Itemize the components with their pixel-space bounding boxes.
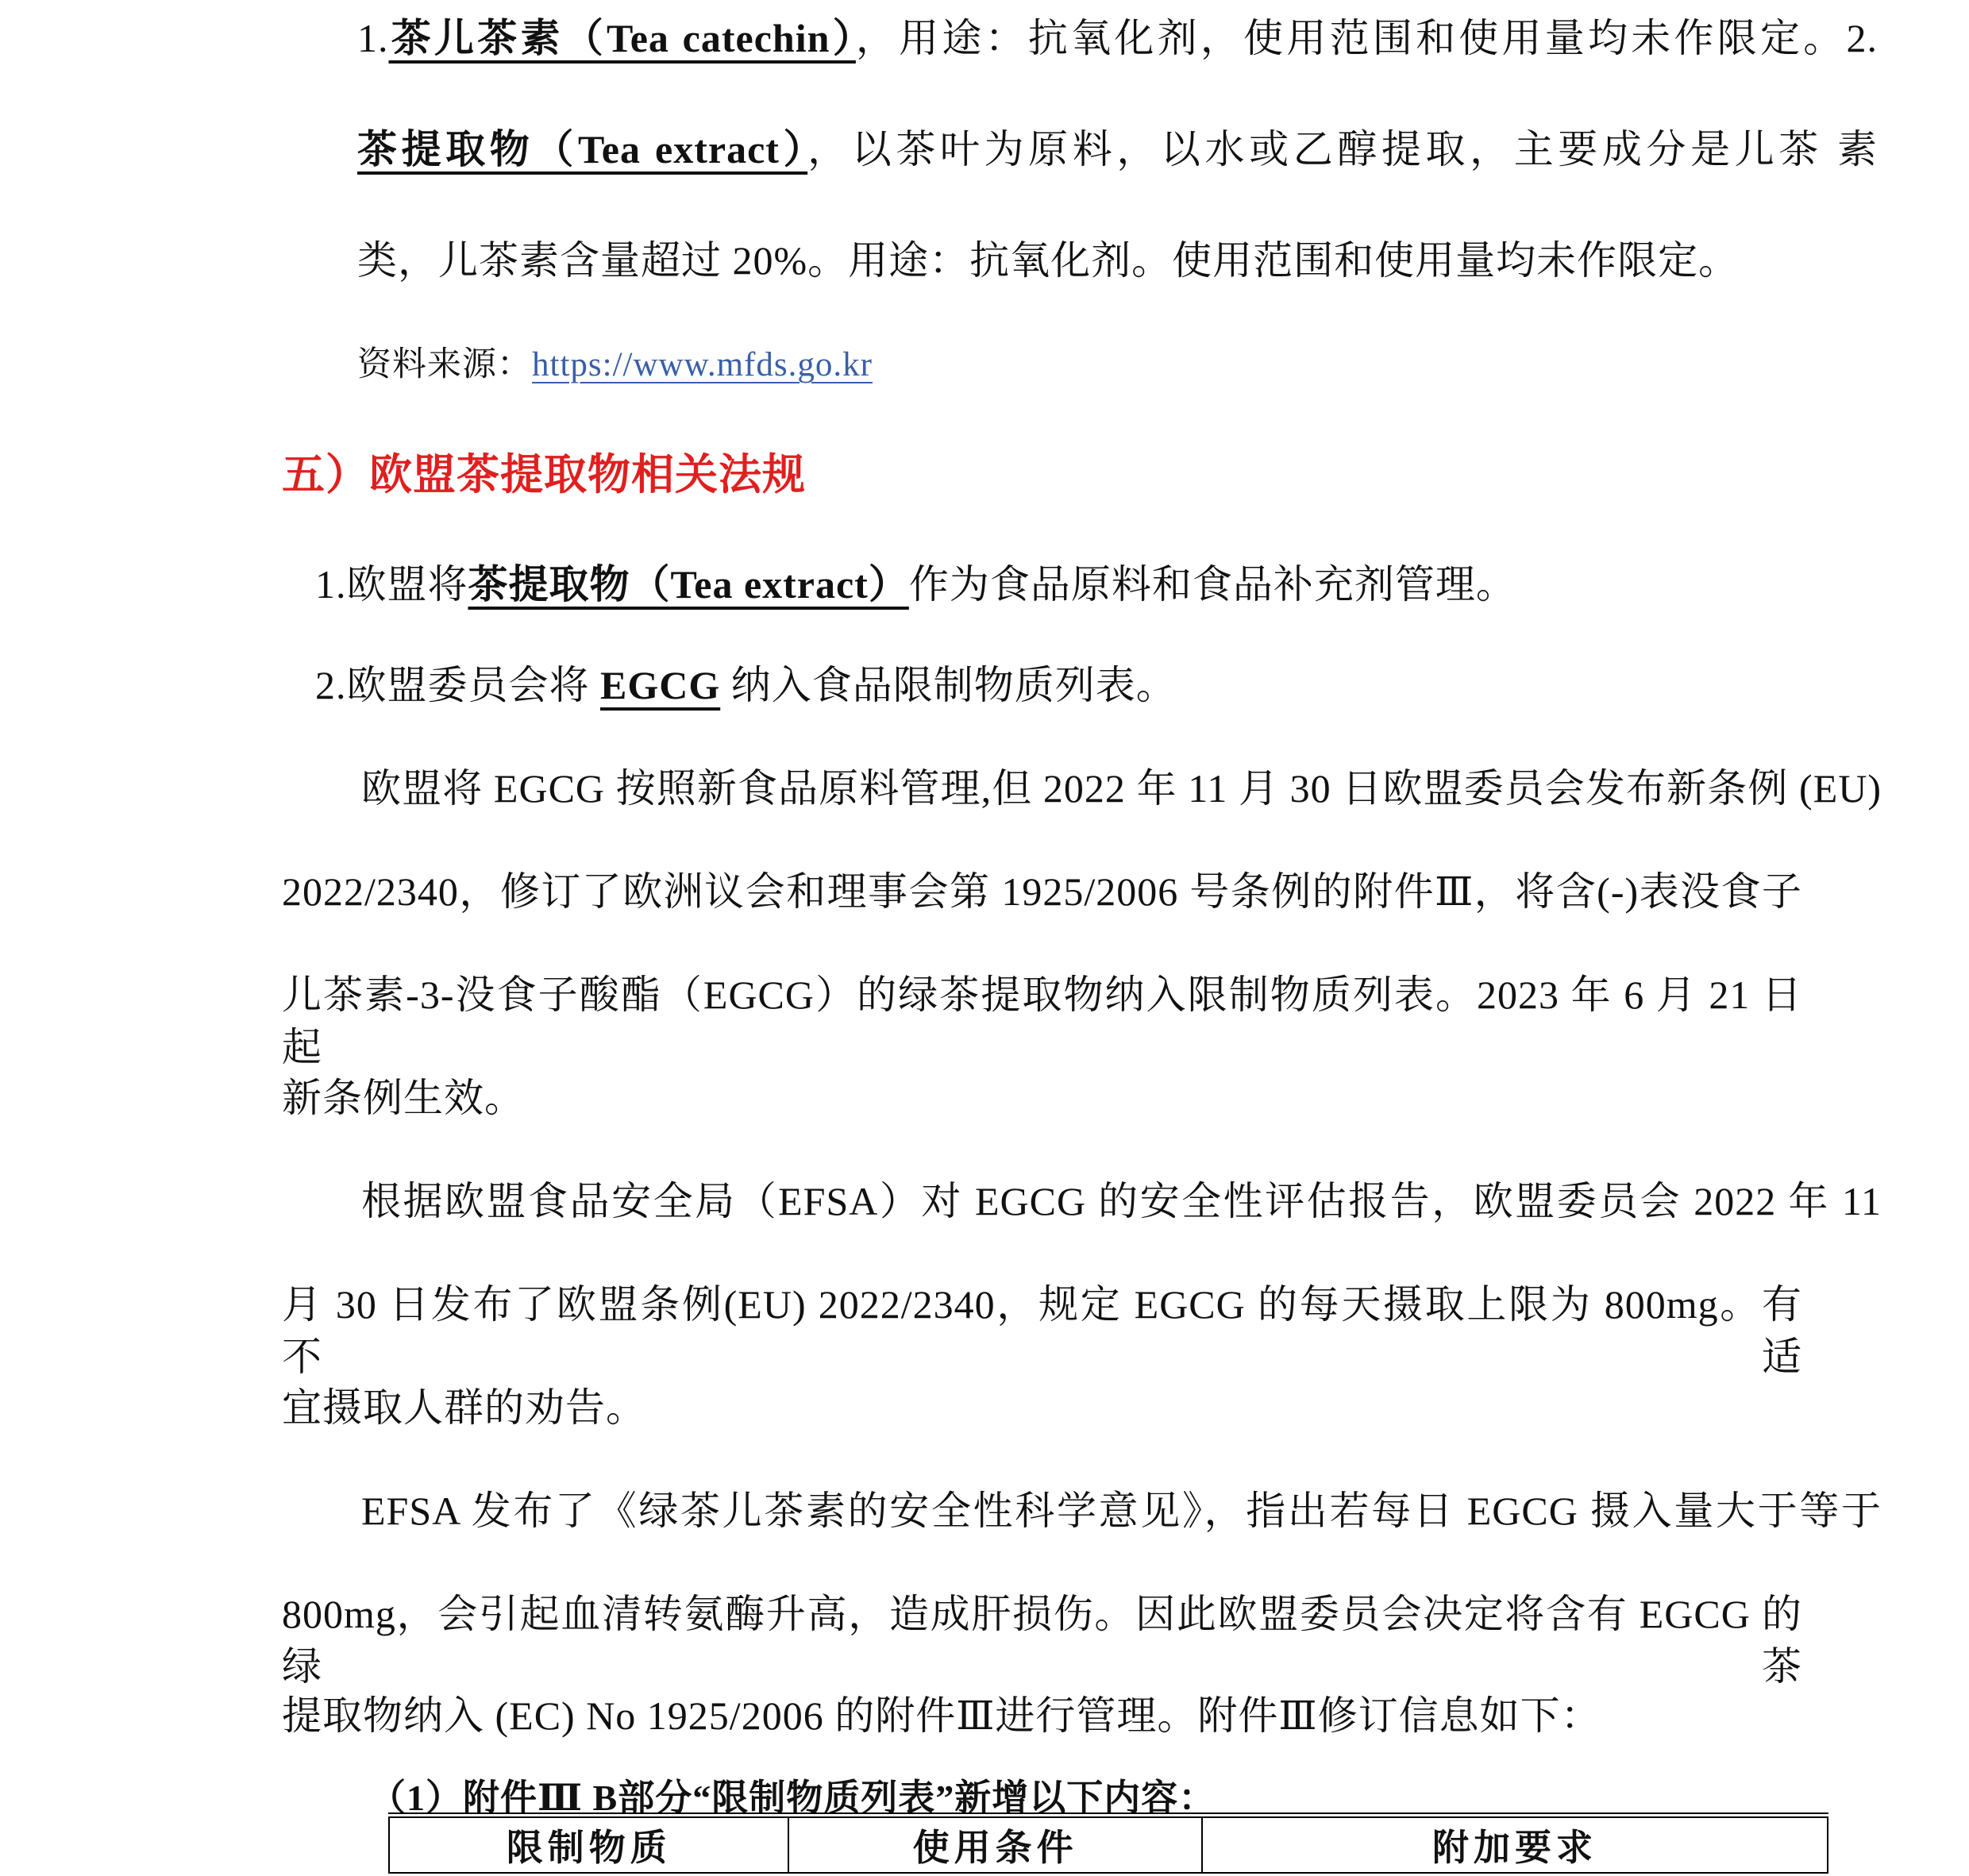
table-header-additional-requirements: 附加要求 [1202, 1816, 1828, 1875]
text-run: 儿茶素-3-没食子酸酯（EGCG）的绿茶提取物纳入限制物质列表。2023 年 6 月 21 日起 [282, 973, 1802, 1069]
item2-line1 [282, 123, 1878, 175]
para3-line2 [282, 1588, 1802, 1693]
text-run: 纳入食品限制物质列表。 [720, 663, 1177, 707]
para3-line3 [282, 1689, 1802, 1742]
text-run: 作为食品原料和食品补充剂管理。 [908, 562, 1516, 607]
text-run: 类，儿茶素含量超过 20%。用途：抗氧化剂。使用范围和使用量均未作限定。 [357, 238, 1740, 283]
text-run: EGCG [600, 663, 721, 707]
text-run: 欧盟将 EGCG 按照新食品原料管理,但 2022 年 11 月 30 日欧盟委员会发布新条例 (EU) [361, 766, 1882, 811]
item2-line2 [282, 234, 1878, 287]
text-run: 1.欧盟将 [315, 562, 468, 607]
text-run: 茶提取物（Tea extract） [468, 562, 909, 607]
para2-line3 [282, 1381, 1802, 1434]
text-run: 根据欧盟食品安全局（EFSA）对 EGCG 的安全性评估报告，欧盟委员会 2022 年 11 [361, 1179, 1882, 1223]
section-heading-text: 五）欧盟茶提取物相关法规 [282, 451, 806, 499]
text-run: 月 30 日发布了欧盟条例(EU) 2022/2340，规定 EGCG 的每天摄取上限为 800mg。有不适 [282, 1282, 1802, 1379]
source-line [282, 339, 1878, 391]
restricted-substances-table [388, 1812, 1828, 1876]
para1-line2 [282, 865, 1802, 918]
text-run: 茶提取物（Tea extract） [357, 127, 808, 171]
text-run: （1）附件Ⅲ B部分“限制物质列表”新增以下内容： [369, 1778, 1216, 1818]
table-header-restricted-substance: 限制物质 [389, 1816, 788, 1875]
text-run: EFSA 发布了《绿茶儿茶素的安全性科学意见》，指出若每日 EGCG 摄入量大于等于 [361, 1489, 1882, 1533]
section-heading [282, 449, 1802, 501]
para2-line2 [282, 1278, 1802, 1383]
para3-line1 [282, 1485, 1882, 1537]
para1-line1 [282, 762, 1882, 815]
para2-line1 [282, 1175, 1882, 1227]
text-run: 2022/2340，修订了欧洲议会和理事会第 1925/2006 号条例的附件Ⅲ，将含(-)表没食子 [282, 869, 1802, 914]
text-run: ，以茶叶为原料，以水或乙醇提取，主要成分是儿茶 素 [807, 127, 1878, 171]
table-header-use-conditions: 使用条件 [788, 1816, 1201, 1875]
item1-line1 [282, 12, 1878, 64]
text-run: 新条例生效。 [282, 1076, 525, 1120]
text-run: 提取物纳入 (EC) No 1925/2006 的附件Ⅲ进行管理。附件Ⅲ修订信息如下： [282, 1693, 1601, 1738]
text-run: ，用途：抗氧化剂，使用范围和使用量均未作限定。2. [855, 16, 1878, 60]
text-run: 800mg，会引起血清转氨酶升高，造成肝损伤。因此欧盟委员会决定将含有 EGCG 的绿茶 [282, 1592, 1802, 1689]
para1-line3 [282, 969, 1802, 1073]
text-run: 1. [357, 16, 389, 60]
text-run: 2.欧盟委员会将 [315, 663, 600, 707]
source-link[interactable]: https://www.mfds.go.kr [532, 346, 873, 383]
table-header-row [389, 1816, 1828, 1875]
eu-item-2 [282, 659, 1836, 711]
text-run: 资料来源： [357, 346, 532, 383]
eu-item-1 [282, 558, 1836, 611]
para1-line4 [282, 1072, 1802, 1124]
text-run: 宜摄取人群的劝告。 [282, 1385, 646, 1430]
text-run: 茶儿茶素（Tea catechin） [388, 16, 856, 60]
